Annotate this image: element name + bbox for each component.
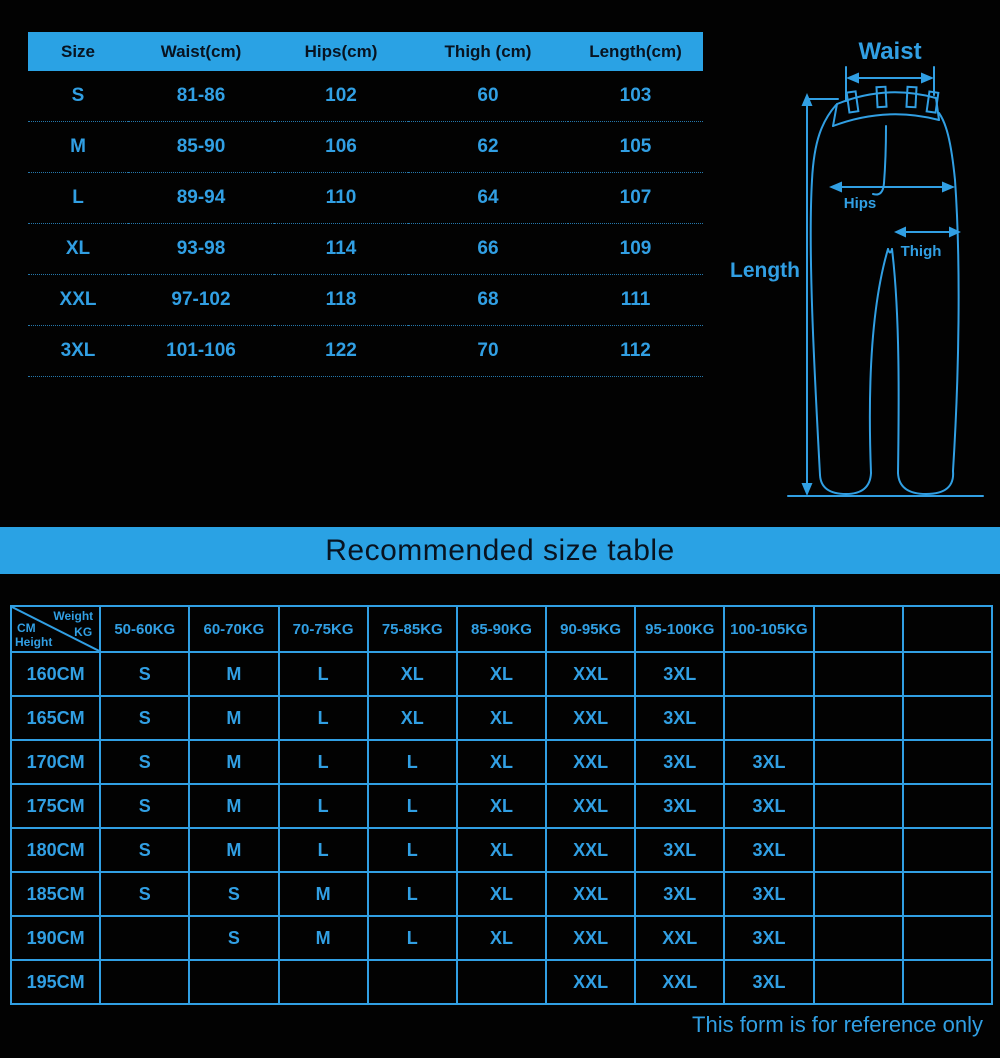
spec-header-row xyxy=(28,32,703,71)
size-cell: L xyxy=(368,784,457,828)
size-cell xyxy=(903,652,992,696)
size-cell xyxy=(724,696,813,740)
spec-size-cell: L xyxy=(28,173,128,224)
size-cell: XXL xyxy=(635,960,724,1004)
spec-value-cell: 102 xyxy=(274,71,408,122)
rec-row xyxy=(11,960,992,1004)
size-cell: S xyxy=(100,784,189,828)
spec-value-cell: 106 xyxy=(274,122,408,173)
spec-value-cell: 66 xyxy=(408,224,568,275)
size-cell: XL xyxy=(457,872,546,916)
size-cell: 3XL xyxy=(724,916,813,960)
spec-value-cell: 112 xyxy=(568,326,703,377)
spec-value-cell: 89-94 xyxy=(128,173,274,224)
size-cell: XL xyxy=(457,652,546,696)
spec-value-cell: 101-106 xyxy=(128,326,274,377)
size-cell: M xyxy=(189,696,278,740)
size-cell: S xyxy=(100,740,189,784)
spec-size-cell: XL xyxy=(28,224,128,275)
spec-row xyxy=(28,122,703,173)
weight-header-cell xyxy=(814,606,903,652)
size-cell: XXL xyxy=(546,652,635,696)
size-cell: M xyxy=(189,740,278,784)
size-cell: 3XL xyxy=(724,872,813,916)
size-cell: L xyxy=(279,696,368,740)
size-cell xyxy=(724,652,813,696)
spec-row xyxy=(28,224,703,275)
thigh-label: Thigh xyxy=(900,243,942,260)
size-cell xyxy=(903,828,992,872)
spec-value-cell: 64 xyxy=(408,173,568,224)
height-label-cell: 185CM xyxy=(11,872,100,916)
size-cell: S xyxy=(100,696,189,740)
size-cell: L xyxy=(279,652,368,696)
rec-row xyxy=(11,916,992,960)
size-cell: XL xyxy=(368,652,457,696)
pants-measurement-diagram xyxy=(700,25,1000,525)
size-cell: 3XL xyxy=(635,784,724,828)
weight-header-cell: 75-85KG xyxy=(368,606,457,652)
spec-header-size: Size xyxy=(28,32,128,71)
size-cell: M xyxy=(279,916,368,960)
spec-size-cell: S xyxy=(28,71,128,122)
corner-height-label: Height xyxy=(15,635,53,649)
size-cell: 3XL xyxy=(635,696,724,740)
size-cell xyxy=(814,784,903,828)
spec-value-cell: 68 xyxy=(408,275,568,326)
rec-row xyxy=(11,652,992,696)
size-cell: XL xyxy=(457,740,546,784)
hips-arrow xyxy=(829,182,955,193)
size-cell: L xyxy=(279,828,368,872)
weight-header-cell: 70-75KG xyxy=(279,606,368,652)
size-cell: M xyxy=(189,652,278,696)
spec-value-cell: 111 xyxy=(568,275,703,326)
corner-cell xyxy=(11,606,100,652)
size-cell: XXL xyxy=(546,696,635,740)
size-cell: 3XL xyxy=(635,740,724,784)
size-cell xyxy=(903,740,992,784)
size-cell: S xyxy=(100,828,189,872)
size-cell: S xyxy=(189,916,278,960)
spec-value-cell: 97-102 xyxy=(128,275,274,326)
size-cell xyxy=(814,916,903,960)
size-cell: 3XL xyxy=(724,784,813,828)
size-cell: L xyxy=(368,872,457,916)
size-cell: XL xyxy=(457,696,546,740)
size-cell xyxy=(457,960,546,1004)
rec-row xyxy=(11,740,992,784)
size-cell: L xyxy=(279,784,368,828)
corner-kg-label: KG xyxy=(74,625,93,639)
spec-table xyxy=(28,32,703,377)
height-label-cell: 175CM xyxy=(11,784,100,828)
spec-value-cell: 105 xyxy=(568,122,703,173)
size-cell: XL xyxy=(457,784,546,828)
size-cell xyxy=(279,960,368,1004)
size-cell: XXL xyxy=(546,784,635,828)
spec-header-waist: Waist(cm) xyxy=(128,32,274,71)
corner-weight-label: Weight xyxy=(53,609,94,623)
size-cell: XXL xyxy=(546,960,635,1004)
size-cell xyxy=(903,872,992,916)
size-cell: 3XL xyxy=(724,960,813,1004)
size-cell: XXL xyxy=(546,740,635,784)
size-cell: L xyxy=(368,740,457,784)
size-cell xyxy=(814,828,903,872)
spec-row xyxy=(28,275,703,326)
size-cell xyxy=(814,740,903,784)
pants-outline xyxy=(811,87,959,494)
footnote: This form is for reference only xyxy=(692,1012,983,1037)
spec-value-cell: 118 xyxy=(274,275,408,326)
size-cell xyxy=(100,960,189,1004)
weight-header-cell: 85-90KG xyxy=(457,606,546,652)
spec-value-cell: 114 xyxy=(274,224,408,275)
size-cell: 3XL xyxy=(635,828,724,872)
spec-table-body xyxy=(28,71,703,377)
spec-size-cell: XXL xyxy=(28,275,128,326)
weight-header-cell: 50-60KG xyxy=(100,606,189,652)
spec-value-cell: 122 xyxy=(274,326,408,377)
size-cell: XL xyxy=(457,828,546,872)
spec-row xyxy=(28,71,703,122)
rec-row xyxy=(11,872,992,916)
size-cell: M xyxy=(189,828,278,872)
size-cell xyxy=(814,960,903,1004)
weight-header-cell: 90-95KG xyxy=(546,606,635,652)
spec-header-hips: Hips(cm) xyxy=(274,32,408,71)
spec-value-cell: 62 xyxy=(408,122,568,173)
spec-header-thigh: Thigh (cm) xyxy=(408,32,568,71)
spec-value-cell: 107 xyxy=(568,173,703,224)
size-cell: XXL xyxy=(546,916,635,960)
recommended-size-table xyxy=(10,605,993,1005)
size-cell xyxy=(903,960,992,1004)
size-cell xyxy=(368,960,457,1004)
weight-header-cell: 100-105KG xyxy=(724,606,813,652)
size-cell xyxy=(189,960,278,1004)
size-cell: S xyxy=(100,652,189,696)
rec-row xyxy=(11,828,992,872)
spec-value-cell: 85-90 xyxy=(128,122,274,173)
size-cell: XL xyxy=(368,696,457,740)
size-cell: 3XL xyxy=(724,828,813,872)
size-cell: XXL xyxy=(546,828,635,872)
spec-value-cell: 60 xyxy=(408,71,568,122)
weight-header-cell: 95-100KG xyxy=(635,606,724,652)
size-cell: L xyxy=(279,740,368,784)
size-cell xyxy=(814,696,903,740)
size-cell: S xyxy=(100,872,189,916)
size-cell xyxy=(903,784,992,828)
height-label-cell: 195CM xyxy=(11,960,100,1004)
size-cell: XXL xyxy=(546,872,635,916)
size-cell: L xyxy=(368,828,457,872)
size-cell xyxy=(814,872,903,916)
size-cell xyxy=(814,652,903,696)
spec-value-cell: 110 xyxy=(274,173,408,224)
spec-value-cell: 81-86 xyxy=(128,71,274,122)
spec-row xyxy=(28,173,703,224)
size-cell: 3XL xyxy=(635,652,724,696)
thigh-arrow xyxy=(894,227,961,238)
rec-row xyxy=(11,784,992,828)
weight-header-cell xyxy=(903,606,992,652)
length-label: Length xyxy=(730,259,800,282)
size-cell xyxy=(100,916,189,960)
spec-size-cell: 3XL xyxy=(28,326,128,377)
recommended-table-body xyxy=(11,652,992,1004)
waist-label: Waist xyxy=(858,38,922,65)
hips-label: Hips xyxy=(843,195,877,212)
size-cell: XXL xyxy=(635,916,724,960)
size-cell xyxy=(903,696,992,740)
spec-header-length: Length(cm) xyxy=(568,32,703,71)
size-cell: 3XL xyxy=(724,740,813,784)
size-cell: M xyxy=(189,784,278,828)
rec-row xyxy=(11,696,992,740)
corner-cm-label: CM xyxy=(17,621,36,635)
spec-row xyxy=(28,326,703,377)
height-label-cell: 180CM xyxy=(11,828,100,872)
banner-title: Recommended size table xyxy=(0,527,1000,574)
weight-header-cell: 60-70KG xyxy=(189,606,278,652)
size-cell: M xyxy=(279,872,368,916)
height-label-cell: 170CM xyxy=(11,740,100,784)
height-label-cell: 190CM xyxy=(11,916,100,960)
spec-value-cell: 109 xyxy=(568,224,703,275)
height-label-cell: 165CM xyxy=(11,696,100,740)
spec-size-cell: M xyxy=(28,122,128,173)
spec-value-cell: 103 xyxy=(568,71,703,122)
size-cell: XL xyxy=(457,916,546,960)
spec-value-cell: 93-98 xyxy=(128,224,274,275)
size-cell xyxy=(903,916,992,960)
size-cell: 3XL xyxy=(635,872,724,916)
spec-value-cell: 70 xyxy=(408,326,568,377)
height-label-cell: 160CM xyxy=(11,652,100,696)
weight-header-row xyxy=(11,606,992,652)
size-cell: L xyxy=(368,916,457,960)
size-cell: S xyxy=(189,872,278,916)
